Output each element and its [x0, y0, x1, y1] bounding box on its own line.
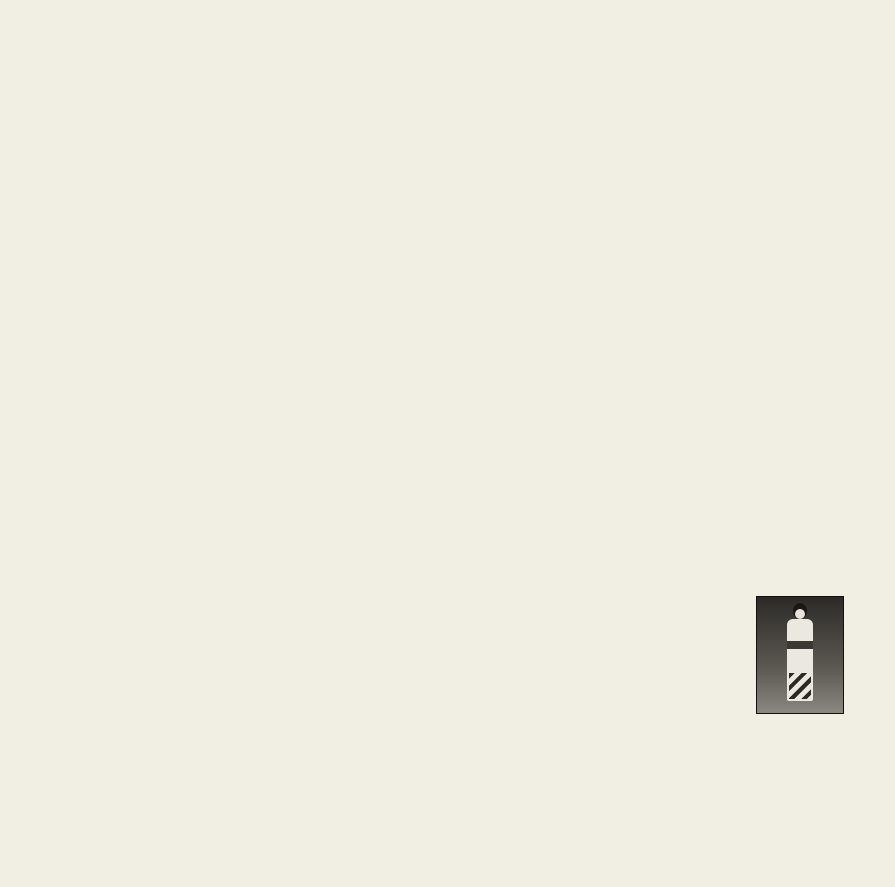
dance-photo [756, 596, 844, 714]
choreography-credit [797, 143, 812, 151]
dancer-figure [785, 603, 815, 707]
